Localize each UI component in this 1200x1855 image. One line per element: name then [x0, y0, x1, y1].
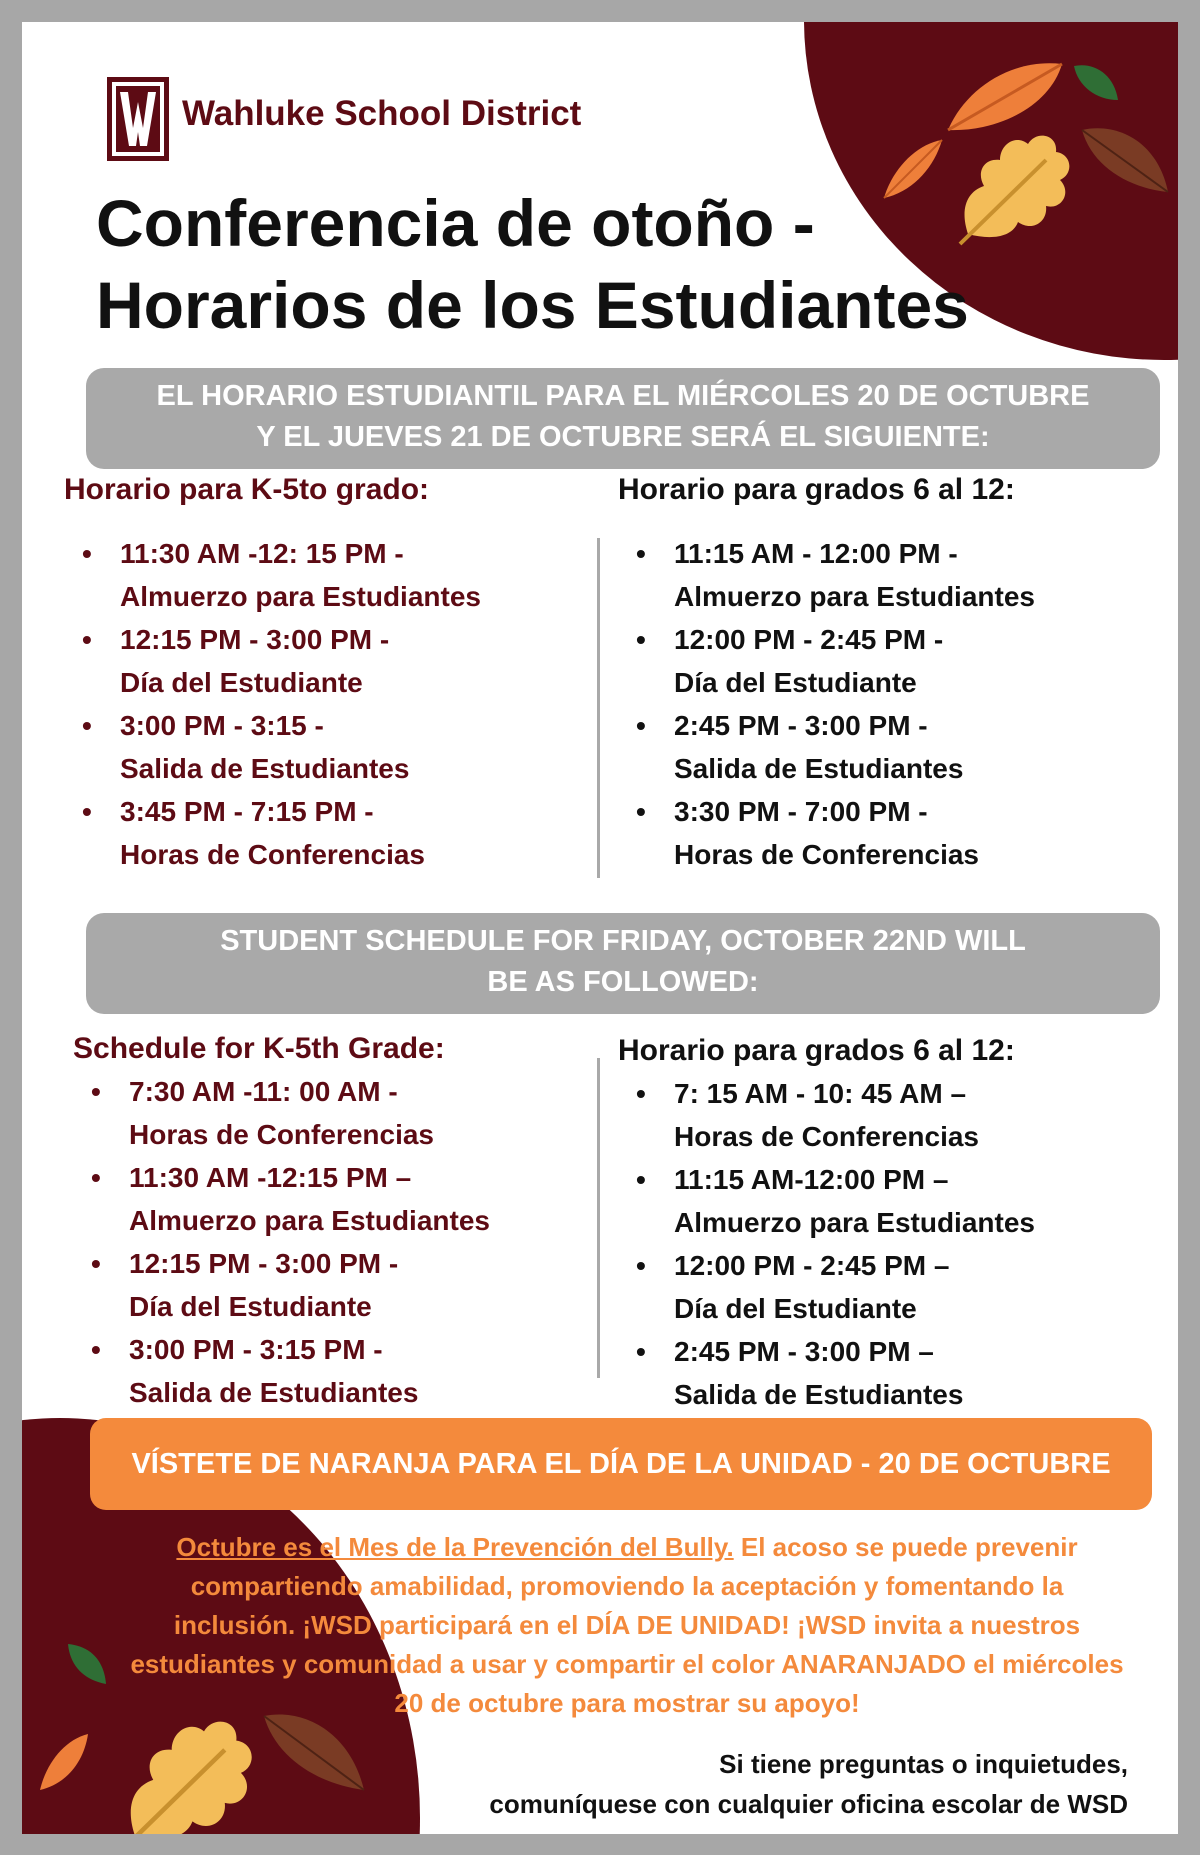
green-leaf-icon [1070, 60, 1122, 106]
list-item: • 3:30 PM - 7:00 PM - Horas de Conferencias [618, 790, 1035, 876]
list-item: • 12:15 PM - 3:00 PM - Día del Estudiante [64, 618, 481, 704]
schedule-banner-friday: STUDENT SCHEDULE FOR FRIDAY, OCTOBER 22ND WILL BE AS FOLLOWED: [86, 913, 1160, 1014]
column-divider [597, 538, 600, 878]
page-title: Conferencia de otoño - Horarios de los Estudiantes [96, 186, 969, 342]
list-item: • 12:00 PM - 2:45 PM - Día del Estudiante [618, 618, 1035, 704]
list-item: • 11:15 AM-12:00 PM – Almuerzo para Estudiantes [618, 1158, 1035, 1244]
contact-note: Si tiene preguntas o inquietudes, comuníquese con cualquier oficina escolar de WSD [489, 1749, 1128, 1819]
unity-day-banner: VÍSTETE DE NARANJA PARA EL DÍA DE LA UNIDAD - 20 DE OCTUBRE [90, 1418, 1152, 1510]
list-item: • 3:00 PM - 3:15 PM - Salida de Estudiantes [73, 1328, 490, 1414]
list-item: • 3:45 PM - 7:15 PM - Horas de Conferencias [64, 790, 481, 876]
list-item: • 11:30 AM -12: 15 PM - Almuerzo para Estudiantes [64, 532, 481, 618]
bully-prevention-paragraph: Octubre es el Mes de la Prevención del Bully. El acoso se puede prevenir compartiendo amabilidad, promoviendo la aceptación y fomentando la inclusión. ¡WSD participará en el DÍA DE UNIDAD! ¡WSD invita a nuestros estudiantes y comunidad a usar y compartir el color ANARANJADO el miércoles 20 de octubre para mostrar su apoyo! [130, 1532, 1124, 1718]
district-name: Wahluke School District [182, 94, 582, 133]
bully-month-link: Octubre es el Mes de la Prevención del Bully. [176, 1532, 734, 1562]
brown-leaf-icon [1078, 122, 1174, 202]
grades-6-12-friday-schedule-list [618, 1072, 1035, 1416]
yellow-oak-leaf-icon [114, 1706, 264, 1834]
grades-6-12-schedule-list [618, 532, 1035, 876]
wahluke-w-logo [106, 76, 170, 162]
schedule-banner-wed-thu: EL HORARIO ESTUDIANTIL PARA EL MIÉRCOLES 20 DE OCTUBRE Y EL JUEVES 21 DE OCTUBRE SERÁ EL SIGUIENTE: [86, 368, 1160, 469]
list-item: • 12:00 PM - 2:45 PM – Día del Estudiante [618, 1244, 1035, 1330]
k5-schedule-list [64, 532, 481, 876]
column-divider [597, 1058, 600, 1378]
grades-6-12-friday-heading: Horario para grados 6 al 12: [618, 1034, 1015, 1067]
yellow-oak-leaf-icon [950, 122, 1080, 252]
list-item: • 2:45 PM - 3:00 PM – Salida de Estudiantes [618, 1330, 1035, 1416]
list-item: • 2:45 PM - 3:00 PM - Salida de Estudiantes [618, 704, 1035, 790]
grades-6-12-heading: Horario para grados 6 al 12: [618, 473, 1015, 506]
list-item: • 12:15 PM - 3:00 PM - Día del Estudiante [73, 1242, 490, 1328]
k5-heading: Horario para K-5to grado: [64, 473, 430, 506]
k5-friday-heading: Schedule for K-5th Grade: [73, 1032, 445, 1065]
list-item: • 3:00 PM - 3:15 - Salida de Estudiantes [64, 704, 481, 790]
list-item: • 7: 15 AM - 10: 45 AM – Horas de Conferencias [618, 1072, 1035, 1158]
list-item: • 7:30 AM -11: 00 AM - Horas de Conferencias [73, 1070, 490, 1156]
list-item: • 11:15 AM - 12:00 PM - Almuerzo para Estudiantes [618, 532, 1035, 618]
orange-leaf-icon [34, 1730, 94, 1796]
k5-friday-schedule-list [73, 1070, 490, 1414]
list-item: • 11:30 AM -12:15 PM – Almuerzo para Estudiantes [73, 1156, 490, 1242]
flyer-paper [22, 22, 1178, 1834]
